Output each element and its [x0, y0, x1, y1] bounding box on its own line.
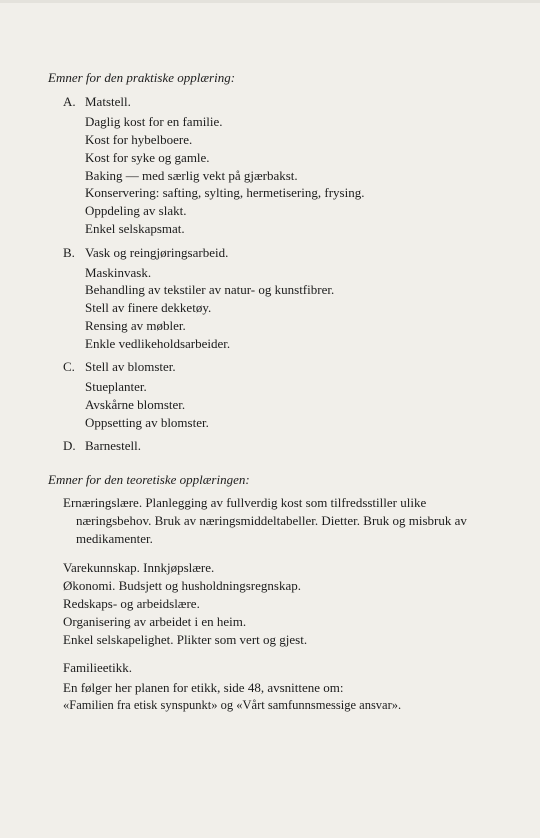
section-a-item: Enkel selskapsmat. [85, 221, 185, 236]
section-a-item: Konservering: safting, sylting, hermetisering, frysing. [85, 185, 365, 200]
page-top-edge [0, 0, 540, 3]
section-d-letter: D. [63, 438, 76, 453]
section-c-letter: C. [63, 359, 75, 374]
section-b-item: Rensing av møbler. [85, 318, 186, 333]
theory-line: Varekunnskap. Innkjøpslære. [63, 560, 215, 575]
section-b-item: Enkle vedlikeholdsarbeider. [85, 336, 231, 351]
section-a-item: Kost for hybelboere. [85, 132, 193, 147]
section-c-item: Oppsetting av blomster. [85, 415, 209, 430]
section-b-item: Stell av finere dekketøy. [85, 300, 212, 315]
section-a-letter: A. [63, 94, 76, 109]
theory-line: Enkel selskapelighet. Plikter som vert og gjest. [63, 632, 308, 647]
section-c-item: Stueplanter. [85, 379, 147, 394]
theory-line: Økonomi. Budsjett og husholdningsregnskap. [63, 578, 301, 593]
section-a-item: Daglig kost for en familie. [85, 114, 223, 129]
section-b-title: Vask og reingjøringsarbeid. [85, 245, 229, 260]
section-a-item: Kost for syke og gamle. [85, 150, 210, 165]
theory-line: Redskaps- og arbeidslære. [63, 596, 200, 611]
practical-heading: Emner for den praktiske opplæring: [48, 70, 236, 85]
theory-line: Organisering av arbeidet i en heim. [63, 614, 247, 629]
section-a-item: Oppdeling av slakt. [85, 203, 187, 218]
theoretical-heading: Emner for den teoretiske opplæringen: [48, 472, 250, 487]
section-a-item: Baking — med særlig vekt på gjærbakst. [85, 168, 298, 183]
section-c-item: Avskårne blomster. [85, 397, 186, 412]
closing-line: «Familien fra etisk synspunkt» og «Vårt samfunnsmessige ansvar». [63, 698, 402, 712]
section-b-item: Behandling av tekstiler av natur- og kunstfibrer. [85, 282, 335, 297]
section-b-item: Maskinvask. [85, 265, 152, 280]
section-a-title: Matstell. [85, 94, 131, 109]
section-b-letter: B. [63, 245, 75, 260]
section-d-title: Barnestell. [85, 438, 141, 453]
section-c-title: Stell av blomster. [85, 359, 176, 374]
family-ethics-title: Familieetikk. [63, 660, 132, 675]
nutrition-paragraph: Ernæringslære. Planlegging av fullverdig kost som tilfredsstiller ulike næringsbehov. Bruk av næringsmiddeltabeller. Dietter. Bruk og misbruk av medikamenter. [63, 495, 467, 546]
closing-line: En følger her planen for etikk, side 48, avsnittene om: [63, 680, 344, 695]
